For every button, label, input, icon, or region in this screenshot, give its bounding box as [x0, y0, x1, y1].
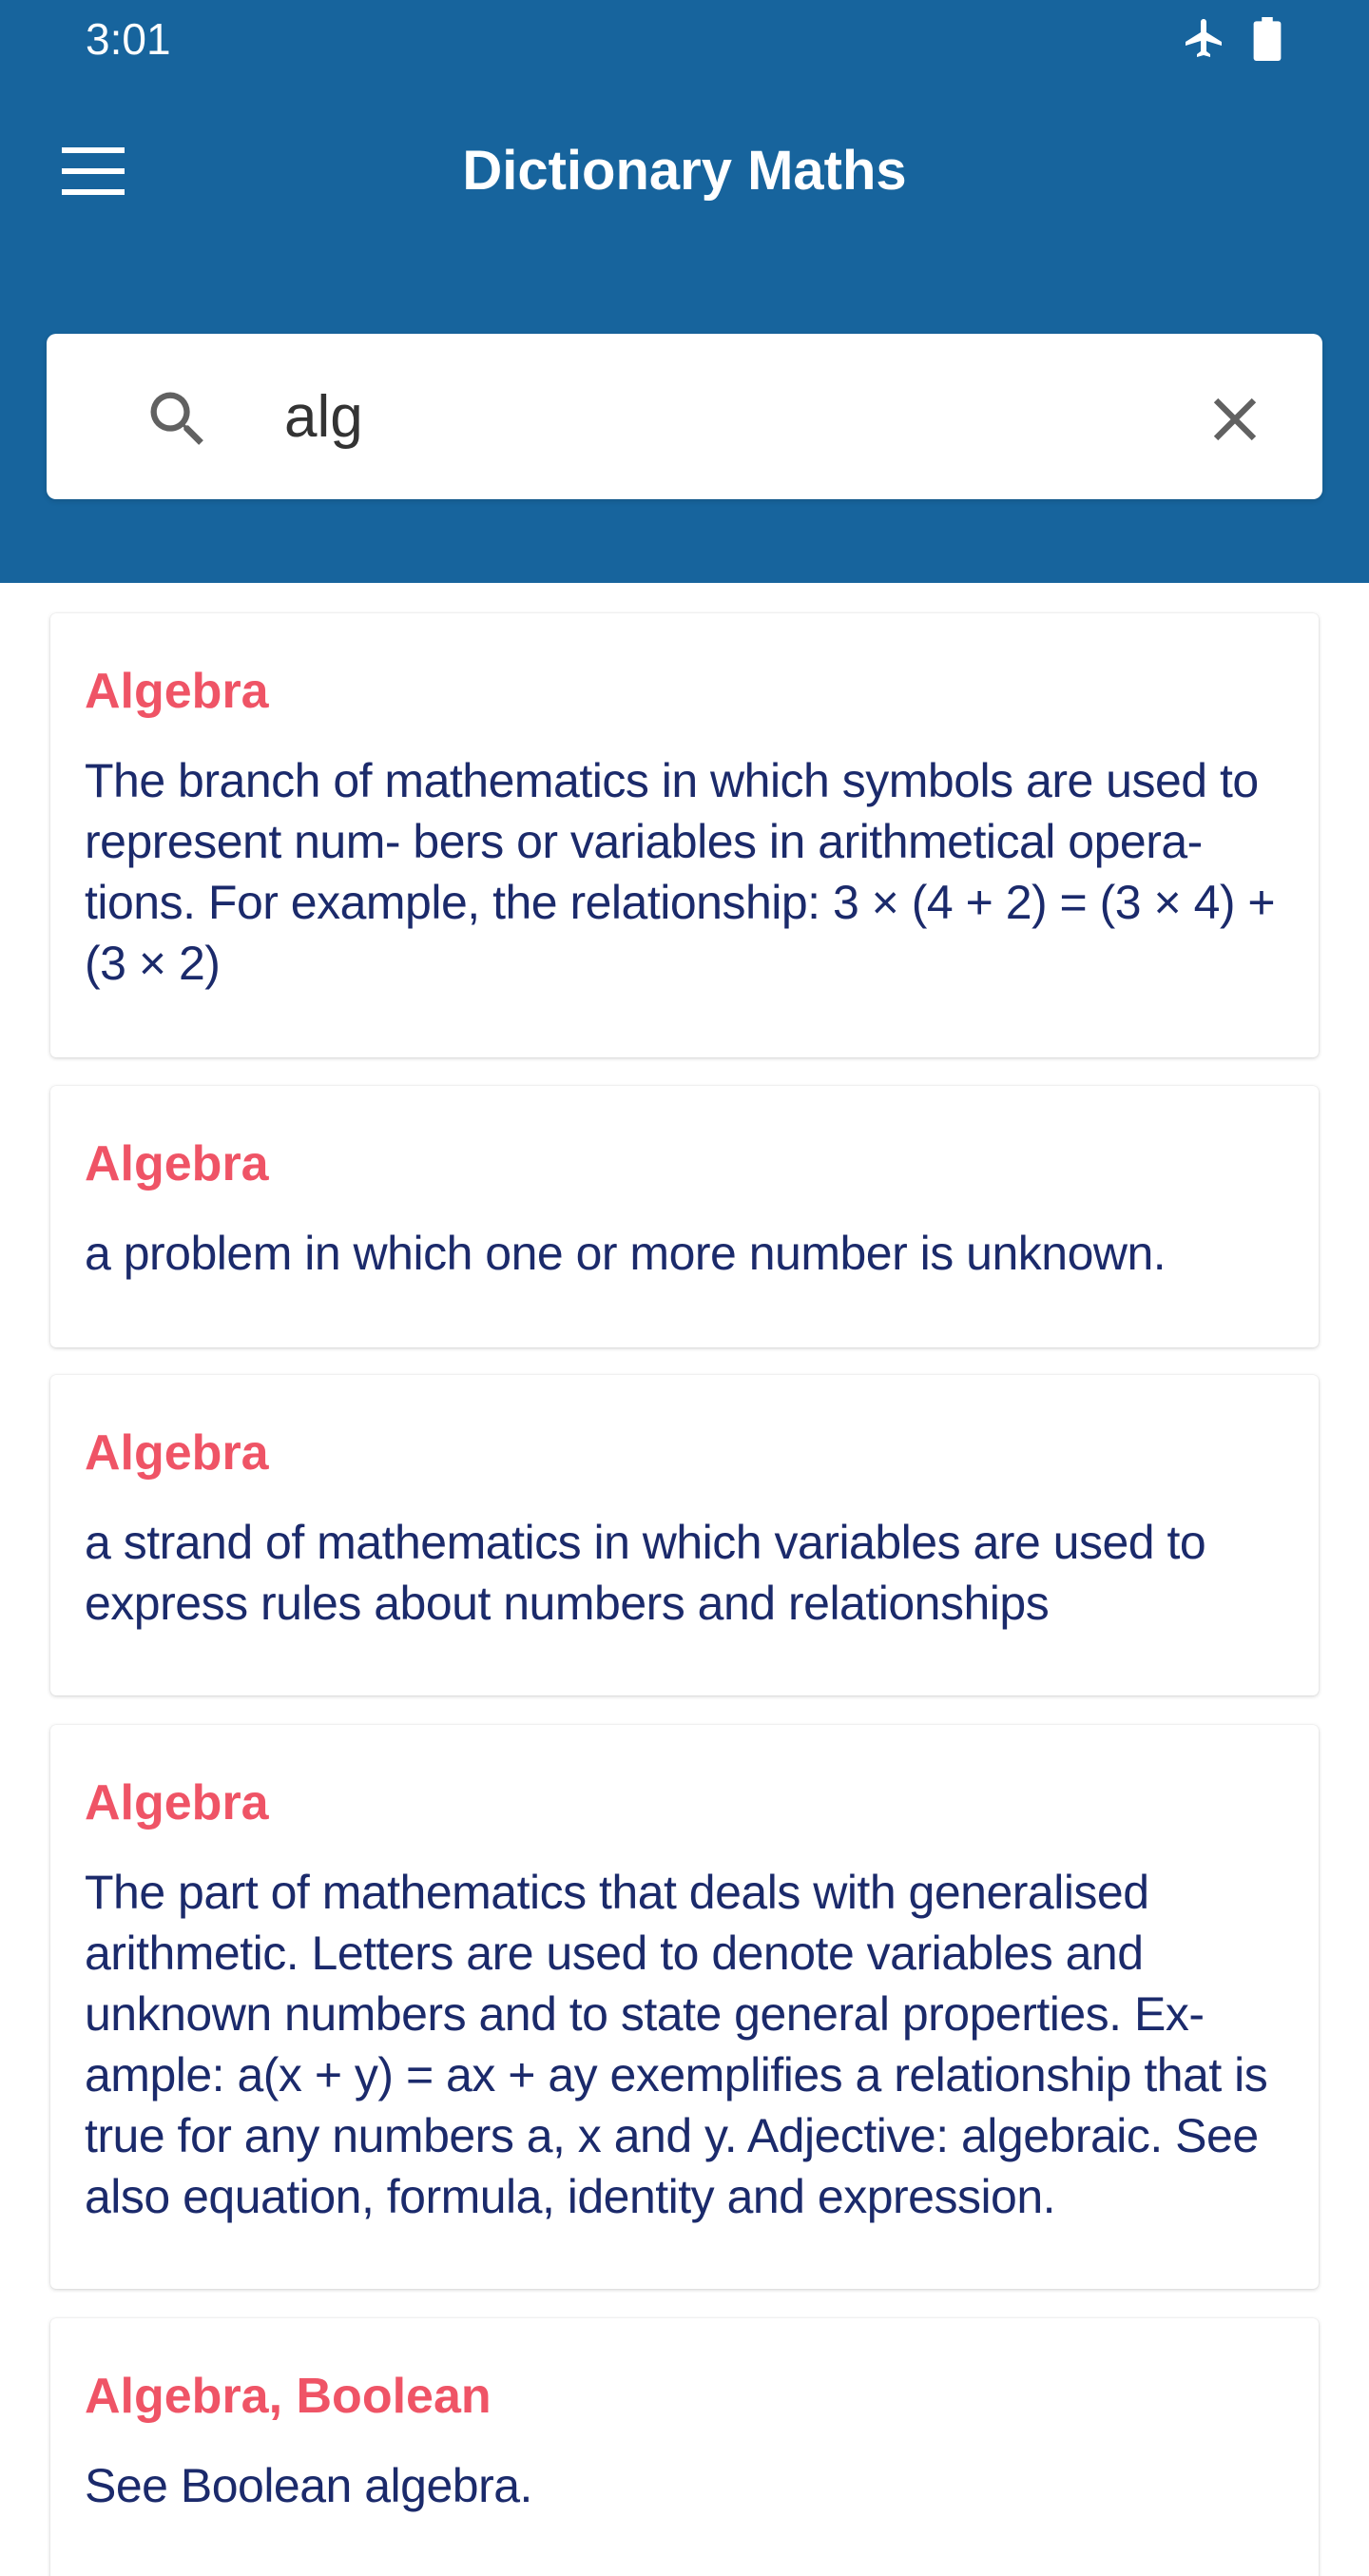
- result-term: Algebra, Boolean: [85, 2369, 492, 2424]
- result-card[interactable]: [50, 1375, 1319, 1695]
- status-bar: [0, 0, 1369, 84]
- search-input[interactable]: [284, 372, 1187, 461]
- results-list: [0, 583, 1369, 2576]
- result-definition: a strand of mathematics in which variables are used to express rules about numbers and relationships: [85, 1516, 1206, 1630]
- result-term: Algebra: [85, 1136, 269, 1191]
- result-card[interactable]: [50, 1086, 1319, 1347]
- result-definition: The branch of mathematics in which symbols are used to represent num- bers or variables in arithmetical opera- tions. For example, the relationship: 3 × (4 + 2) = (3 × 4) + (3 × 2): [85, 754, 1276, 990]
- result-term: Algebra: [85, 664, 269, 719]
- result-definition: The part of mathematics that deals with generalised arithmetic. Letters are used to denote variables and unknown numbers and to state general properties. Ex- ample: a(x + y) = ax + ay exemplifies a relationship that is true for any numbers a, x and y. Adjective: algebraic. See also equation, formula, identity and expression.: [85, 1866, 1268, 2223]
- search-icon[interactable]: [142, 383, 214, 455]
- result-definition: See Boolean algebra.: [85, 2459, 532, 2512]
- result-definition: a problem in which one or more number is unknown.: [85, 1227, 1167, 1280]
- close-icon[interactable]: [1199, 383, 1271, 455]
- battery-icon: [1253, 17, 1282, 61]
- result-card[interactable]: [50, 613, 1319, 1057]
- result-card[interactable]: [50, 1725, 1319, 2289]
- app-title: Dictionary Maths: [462, 140, 907, 202]
- airplane-icon: [1182, 15, 1227, 61]
- status-time: 3:01: [86, 14, 171, 64]
- app-header: [0, 0, 1369, 583]
- toolbar: [0, 105, 1369, 238]
- search-box[interactable]: [47, 334, 1322, 499]
- result-term: Algebra: [85, 1425, 269, 1481]
- result-term: Algebra: [85, 1775, 269, 1830]
- result-card[interactable]: [50, 2318, 1319, 2576]
